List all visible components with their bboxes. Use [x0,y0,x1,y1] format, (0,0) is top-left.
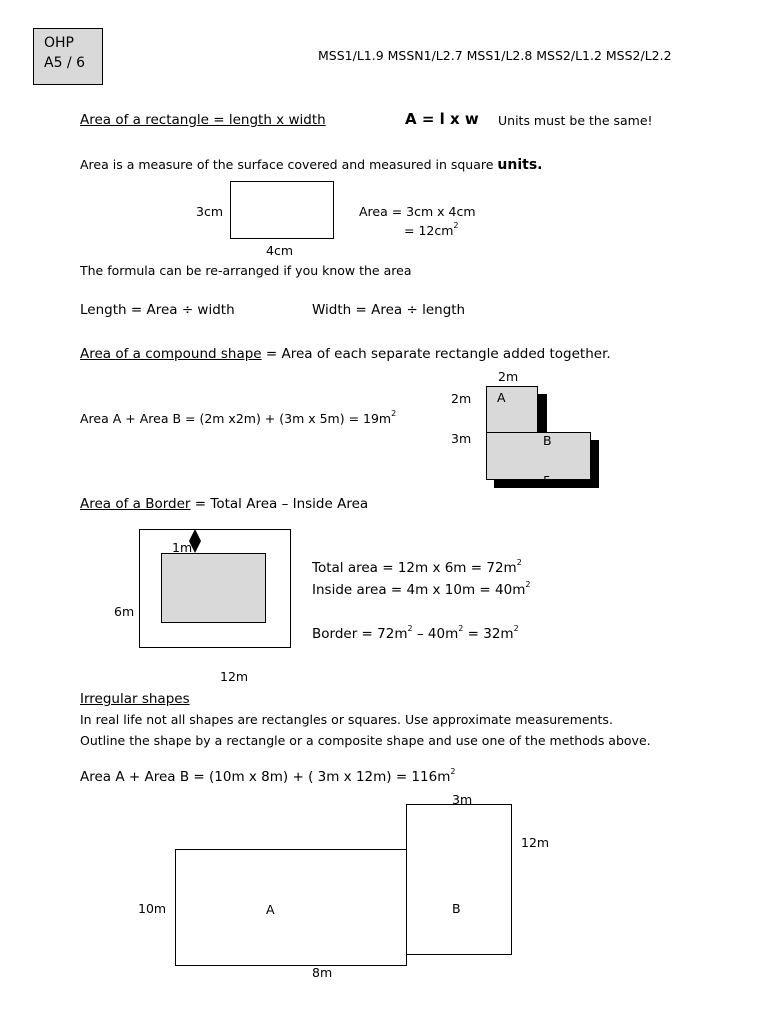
irregular-shape-b [406,804,512,955]
squared-superscript: 2 [516,558,522,567]
border-calc-b: – 40m [412,626,459,642]
compound-heading: Area of a compound shape [80,346,262,362]
rectangle-heading: Area of a rectangle = length x width [80,112,326,128]
squared-superscript: 2 [458,624,464,633]
shape-a-label: A [497,390,506,405]
curriculum-codes: MSS1/L1.9 MSSN1/L2.7 MSS1/L2.8 MSS2/L1.2 MSS2/L2.2 [318,48,672,63]
rectangle-calc-line2 [404,223,459,238]
compound-formula [80,411,396,426]
rectangle-bottom-label: 4cm [266,243,294,258]
squared-superscript: 2 [407,624,413,633]
width-formula: Width = Area ÷ length [312,302,466,318]
compound-heading-line [80,346,611,362]
irregular-line2: Outline the shape by a rectangle or a composite shape and use one of the methods above. [80,733,651,748]
irregular-left-label: 10m [138,901,167,916]
irregular-formula-text: Area A + Area B = (10m x 8m) + ( 3m x 12m) = 116m [80,769,451,785]
ohp-label: OHP [44,35,74,51]
compound-shape-b [486,432,591,480]
irregular-line1: In real life not all shapes are rectangles or squares. Use approximate measurements. [80,712,613,727]
ohp-box [33,28,103,85]
border-heading-rest: = Total Area – Inside Area [190,496,369,512]
rectangle-calc-line1: Area = 3cm x 4cm [359,204,476,219]
rectangle-formula: A = l x w [405,110,479,128]
irregular-formula [80,769,455,785]
irregular-bottom-label: 8m [312,965,333,980]
border-calc-c: = 32m [463,626,514,642]
shape-b-label: B [543,433,552,448]
inside-area [312,582,530,598]
border-side-label: 6m [114,604,135,619]
slide-number: A5 / 6 [44,55,86,71]
squared-superscript: 2 [525,580,531,589]
compound-formula-text: Area A + Area B = (2m x2m) + (3m x 5m) = 19m [80,411,392,426]
area-definition-text: Area is a measure of the surface covered and measured in square [80,157,498,172]
squared-superscript: 2 [450,767,456,776]
area-definition [80,157,543,173]
shape-b-hidden-label [543,473,551,480]
compound-label-2m: 2m [451,391,472,406]
squared-superscript: 2 [453,221,459,230]
units-note: Units must be the same! [498,113,653,128]
area-definition-units: units. [497,157,543,173]
rectangle-side-label: 3cm [196,204,224,219]
length-formula: Length = Area ÷ width [80,302,235,318]
border-calc-a: Border = 72m [312,626,408,642]
border-calc [312,626,519,642]
compound-heading-rest: = Area of each separate rectangle added together. [261,346,611,362]
irregular-a-label: A [266,902,275,917]
irregular-top-label: 3m [452,792,473,807]
total-area [312,560,522,576]
irregular-b-label: B [452,901,461,916]
irregular-right-label: 12m [521,835,550,850]
border-gap-label: 1m [172,540,193,555]
total-area-text: Total area = 12m x 6m = 72m [312,560,517,576]
squared-superscript: 2 [513,624,519,633]
shape-a-shadow [538,394,547,434]
irregular-heading: Irregular shapes [80,691,190,707]
compound-top-label: 2m [498,369,519,384]
irregular-shape-a [175,849,407,966]
border-inner-rectangle [161,553,266,623]
compound-label-3m: 3m [451,431,472,446]
border-heading: Area of a Border [80,496,191,512]
squared-superscript: 2 [391,409,397,418]
compound-shape-a [486,386,538,433]
border-bottom-label: 12m [220,669,249,684]
example-rectangle [230,181,334,239]
rearrange-note: The formula can be re-arranged if you know the area [80,263,412,278]
inside-area-text: Inside area = 4m x 10m = 40m [312,582,526,598]
rectangle-calc-result: = 12cm [404,223,454,238]
border-heading-line [80,496,368,512]
